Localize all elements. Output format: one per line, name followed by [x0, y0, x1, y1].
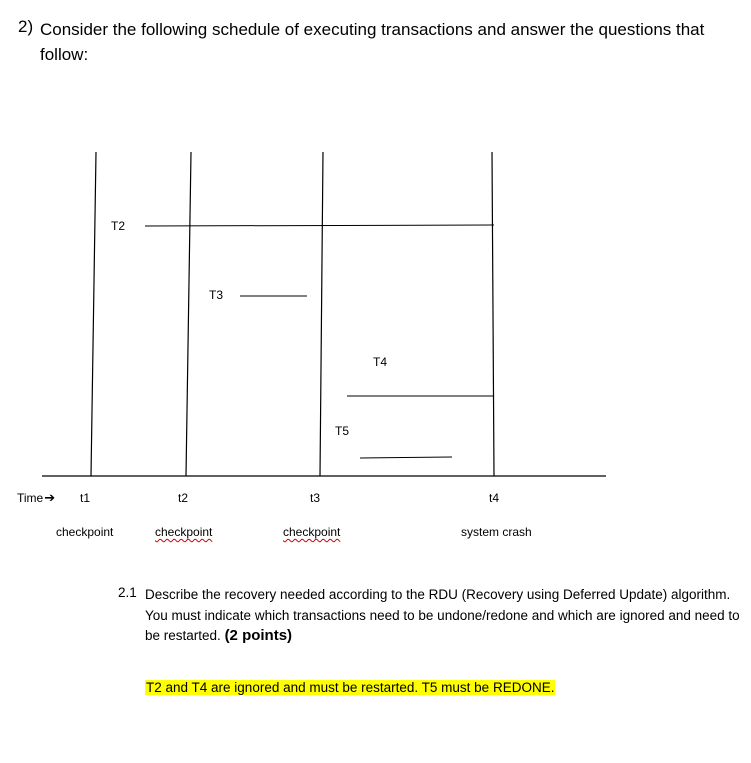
answer-highlight: T2 and T4 are ignored and must be restarted. T5 must be REDONE.: [146, 680, 555, 695]
time-point-t2: t2: [178, 491, 189, 505]
subquestion-points: (2 points): [224, 627, 293, 644]
transaction-t5-label: T5: [335, 424, 350, 438]
right-arrow-icon: ➔: [44, 491, 56, 506]
time-point-t3: t3: [310, 491, 321, 505]
transaction-t2-label: T2: [111, 219, 126, 233]
transaction-t4-label: T4: [373, 355, 388, 369]
question-number: 2): [18, 17, 34, 36]
time-marker-t4-line: [492, 152, 494, 476]
time-point-t4: t4: [489, 491, 500, 505]
event-system-crash: system crash: [461, 525, 532, 539]
subquestion-number: 2.1: [118, 585, 137, 600]
time-point-t1: t1: [80, 491, 91, 505]
question-text: Consider the following schedule of executing transactions and answer the questions that follow:: [40, 20, 705, 64]
transaction-t2-span: [145, 225, 494, 226]
event-checkpoint-t3: checkpoint: [283, 525, 341, 539]
subquestion-text: [145, 585, 745, 647]
event-checkpoint-t2: checkpoint: [155, 525, 213, 539]
time-label: [17, 491, 55, 506]
time-label-text: Time: [17, 491, 44, 505]
transaction-t5-span: [360, 457, 452, 458]
subquestion-body: Describe the recovery needed according to the RDU (Recovery using Deferred Update) algorithm. You must indicate which transactions need to be undone/redone and which are ignored and need to be restarted.: [145, 587, 740, 643]
time-marker-t1-line: [91, 152, 96, 476]
event-checkpoint-t1: checkpoint: [56, 525, 114, 539]
time-marker-t2-line: [186, 152, 191, 476]
transaction-t3-label: T3: [209, 288, 224, 302]
time-marker-t3-line: [320, 152, 323, 476]
